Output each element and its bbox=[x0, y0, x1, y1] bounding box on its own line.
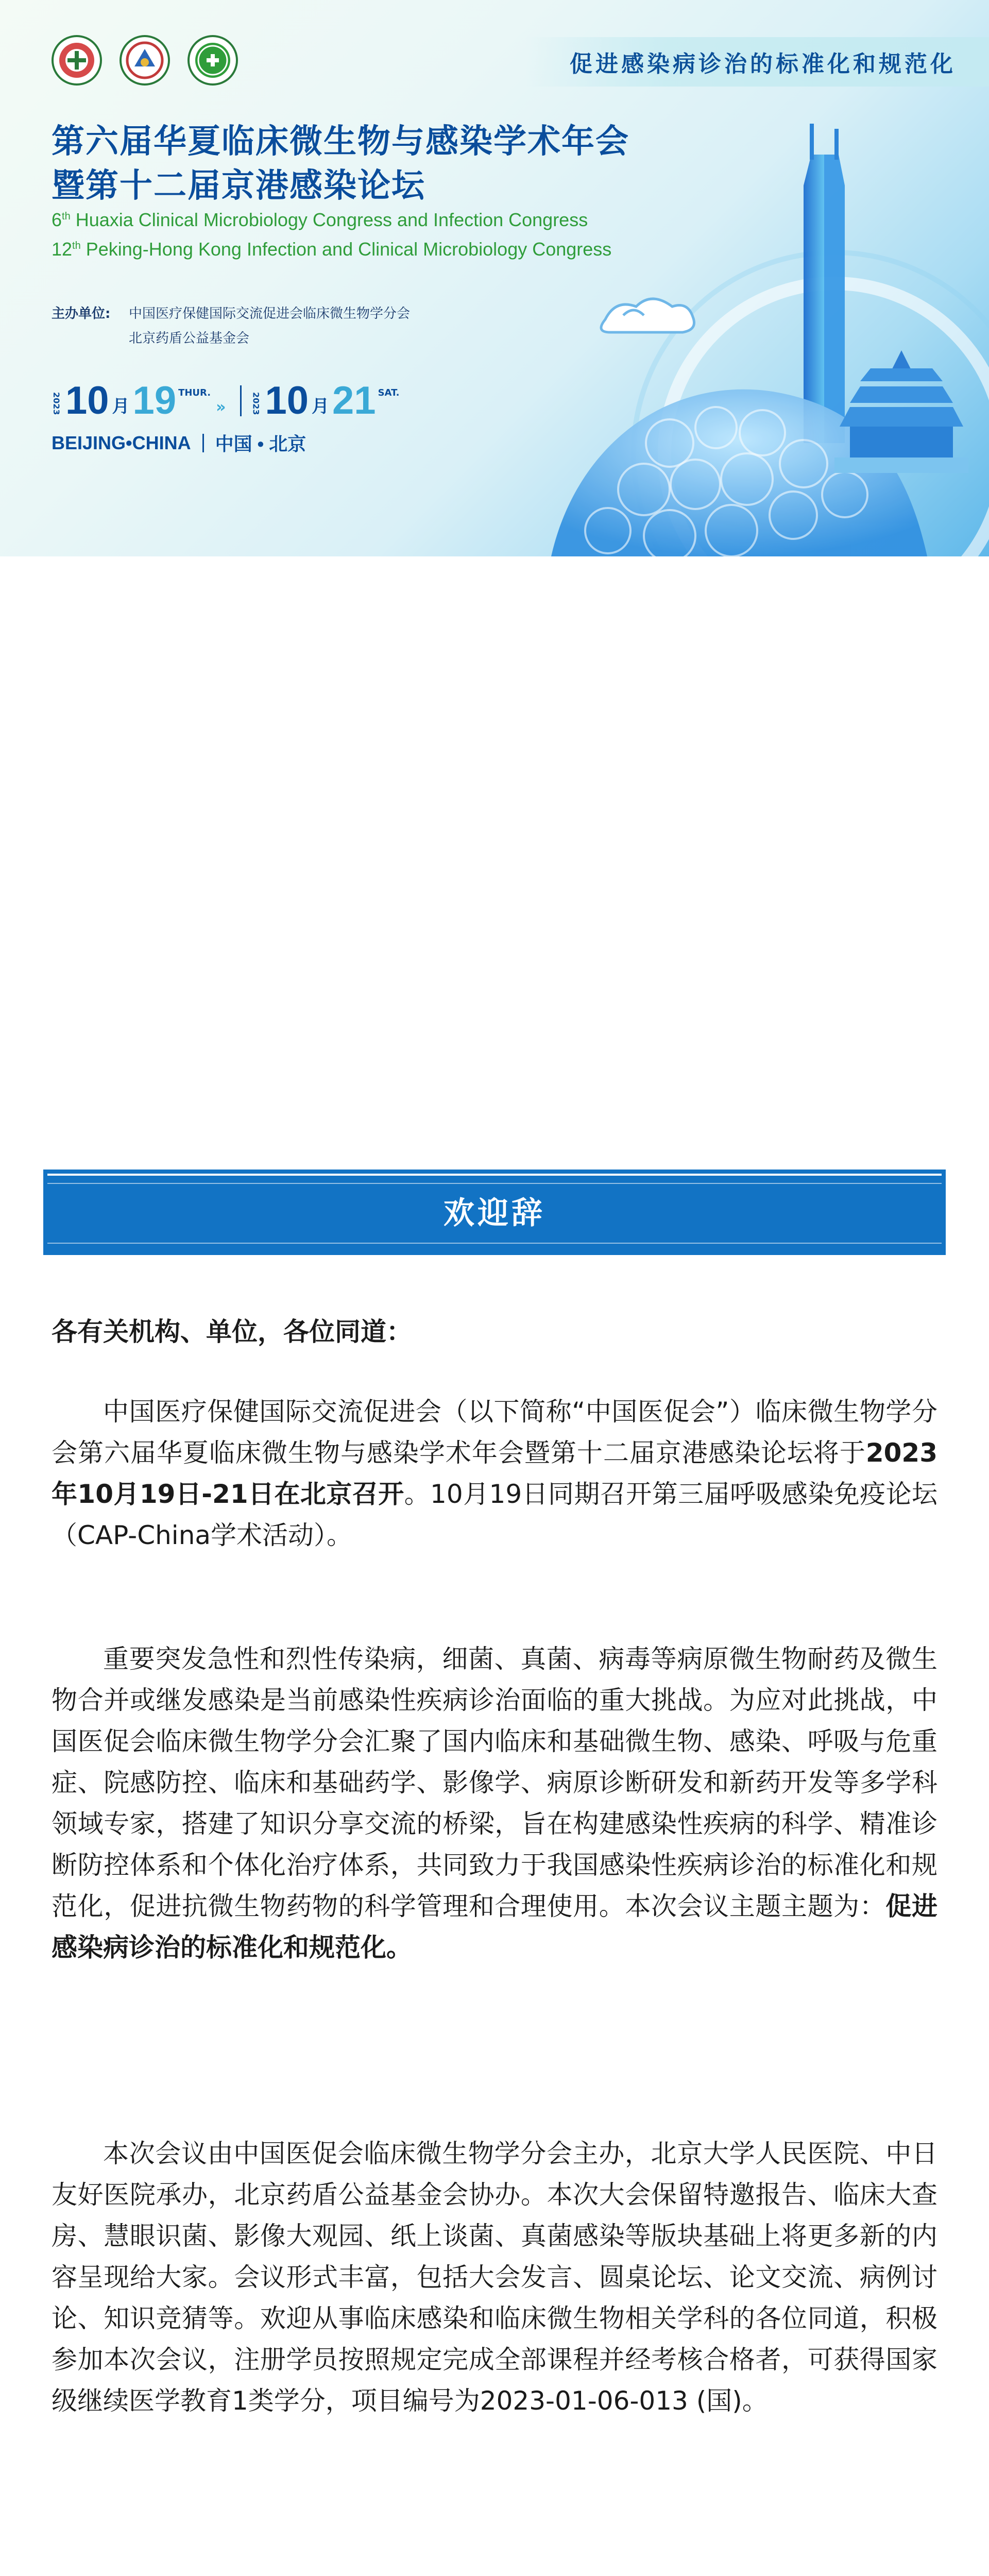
welcome-heading-bar bbox=[47, 1174, 942, 1251]
welcome-heading: 欢迎辞 bbox=[444, 1195, 545, 1231]
p2-theme-bold: 促进感染病诊治的标准化和规范化。 bbox=[52, 1891, 938, 1962]
p2-text-a: 重要突发急性和烈性传染病，细菌、真菌、病毒等病原微生物耐药及微生物合并或继发感染是当前感染性疾病诊治面临的重大挑战。为应对此挑战，中国医促会临床微生物学分会汇聚了国内临床和基础微生物、感染、呼吸与危重症、院感防控、临床和基础药学、影像学、病原诊断研发和新药开发等多学科领域专家，搭建了知识分享交流的桥梁，旨在构建感染性疾病的科学、精准诊断防控体系和个体化治疗体系，共同致力于我国感染性疾病诊治的标准化和规范化，促进抗微生物药物的科学管理和合理使用。本次会议主题主题为： bbox=[52, 1644, 937, 1921]
header-banner bbox=[0, 0, 989, 556]
title-cn-line2: 暨第十二届京港感染论坛 bbox=[52, 167, 425, 205]
venue bbox=[52, 430, 306, 456]
title-en-line1-sup: th bbox=[62, 211, 71, 222]
paragraph-3: 本次会议由中国医促会临床微生物学分会主办，北京大学人民医院、中日友好医院承办，北京药盾公益基金会协办。本次大会保留特邀报告、临床大查房、慧眼识菌、影像大观园、纸上谈菌、真菌感染等版块基础上将更多新的内容呈现给大家。会议形式丰富，包括大会发言、圆桌论坛、论文交流、病例讨论、知识竞猜等。欢迎从事临床感染和临床微生物相关学科的各位同道，积极参加本次会议，注册学员按照规定完成全部课程并经考核合格者，可获得国家级继续医学教育1类学分，项目编号为2023-01-06-013 (国)。 bbox=[52, 2139, 937, 2416]
city-divider bbox=[202, 434, 204, 452]
organizer-1: 中国医疗保健国际交流促进会临床微生物学分会 bbox=[129, 306, 411, 321]
start-year: 2023 bbox=[52, 392, 61, 415]
end-weekday: SAT. bbox=[378, 387, 400, 398]
slogan-bar bbox=[525, 37, 989, 87]
chevron-right-icon: » bbox=[216, 398, 226, 416]
slogan-text: 促进感染病诊治的标准化和规范化 bbox=[570, 51, 956, 77]
organizer-logos bbox=[52, 35, 238, 86]
paragraph-2 bbox=[52, 1638, 937, 1968]
date-divider bbox=[240, 385, 242, 416]
city-en: BEIJING•CHINA bbox=[52, 432, 191, 453]
p1-text-a: 中国医疗保健国际交流促进会（以下简称“中国医促会”）临床微生物学分会第六届华夏临床微生物与感染学术年会暨第十二届京港感染论坛将于 bbox=[52, 1397, 937, 1468]
end-month-unit: 月 bbox=[312, 396, 330, 417]
paragraph-1 bbox=[52, 1391, 937, 1556]
title-en-line1-num: 6 bbox=[52, 209, 62, 230]
start-weekday: THUR. bbox=[178, 387, 211, 398]
title-cn-line1: 第六届华夏临床微生物与感染学术年会 bbox=[52, 123, 629, 161]
start-month-unit: 月 bbox=[112, 396, 130, 417]
congress-dates bbox=[52, 381, 399, 420]
organizers bbox=[52, 301, 410, 351]
cloud-icon bbox=[601, 299, 694, 332]
congress-title-cn bbox=[52, 120, 629, 208]
title-en-line2-num: 12 bbox=[52, 239, 73, 260]
society-logo-icon bbox=[52, 35, 102, 86]
foundation-logo-icon bbox=[187, 35, 238, 86]
p1-text-b: 。10月19日同期召开第三届呼吸感染免疫论坛（CAP-China学术活动）。 bbox=[52, 1479, 937, 1550]
association-logo-icon bbox=[120, 35, 170, 86]
start-day: 19 bbox=[132, 379, 177, 422]
end-day: 21 bbox=[332, 379, 376, 422]
salutation: 各有关机构、单位，各位同道： bbox=[52, 1317, 412, 1347]
end-year: 2023 bbox=[251, 392, 261, 415]
title-en-line2-sup: th bbox=[72, 240, 81, 251]
organizers-label: 主办单位: bbox=[52, 306, 111, 321]
p1-date-bold: 2023年10月19日-21日在北京召开 bbox=[52, 1438, 937, 1509]
start-month: 10 bbox=[65, 379, 109, 422]
title-en-line2-text: Peking-Hong Kong Infection and Clinical Microbiology Congress bbox=[80, 239, 612, 260]
city-cn: 中国 • 北京 bbox=[215, 433, 306, 454]
organizer-2: 北京药盾公益基金会 bbox=[129, 331, 250, 346]
title-en-line1-text: Huaxia Clinical Microbiology Congress and Infection Congress bbox=[70, 209, 588, 230]
congress-title-en bbox=[52, 204, 611, 262]
end-month: 10 bbox=[265, 379, 309, 422]
